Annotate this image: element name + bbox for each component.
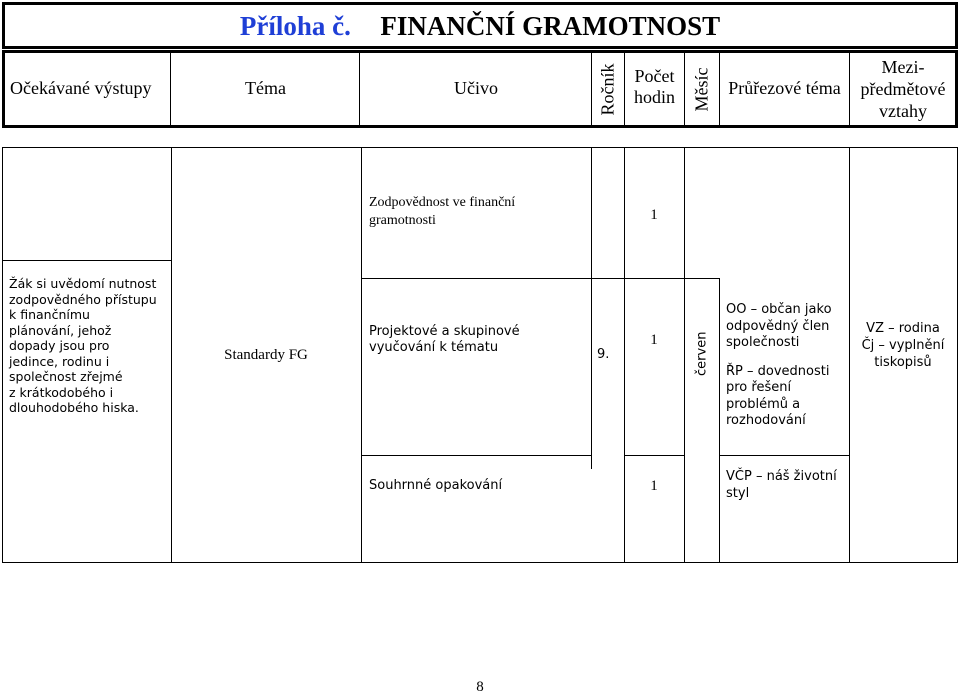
header-inter-line1: Mezi- — [881, 57, 925, 77]
inter-subject-line2: Čj – vyplnění — [861, 338, 945, 353]
row-divider — [719, 455, 849, 456]
curriculum-2: Souhrnné opakování — [369, 478, 503, 493]
outputs-line: dopady jsou pro — [9, 338, 110, 353]
row-divider — [624, 455, 684, 456]
inter-subject-line3: tiskopisů — [874, 355, 932, 370]
col-divider — [719, 278, 720, 563]
cross-topic-line: rozhodování — [726, 413, 806, 428]
page-number: 8 — [476, 679, 484, 695]
cross-topic-spacer — [726, 352, 848, 364]
header-inter-subject — [850, 56, 956, 122]
cross-topic-line: odpovědný člen — [726, 318, 830, 334]
curriculum-1-line1: Projektové a skupinové — [369, 324, 520, 339]
header-inter-line3: vztahy — [879, 101, 927, 121]
row-divider — [361, 455, 592, 456]
inter-subject-line1: VZ – rodina — [866, 321, 940, 336]
section-heading-line2: gramotnosti — [369, 213, 436, 228]
expected-outputs — [9, 276, 169, 416]
header-curriculum: Učivo — [454, 78, 498, 98]
cross-topic-2 — [726, 468, 848, 502]
topic: Standardy FG — [224, 347, 308, 363]
header-cross-topic: Průřezové téma — [728, 78, 841, 98]
header-year: Ročník — [597, 63, 618, 116]
header-divider — [591, 50, 592, 128]
header-topic: Téma — [245, 78, 286, 98]
title-prefix: Příloha č. — [239, 11, 351, 41]
cross-topic-line: ŘP – dovednosti — [726, 363, 830, 379]
outputs-line: k finančnímu — [9, 307, 90, 322]
col-divider — [591, 147, 592, 469]
page-title — [5, 11, 955, 42]
outputs-line: z krátkodobého i — [9, 384, 114, 400]
header-month: Měsíc — [691, 67, 712, 112]
title-main: FINANČNÍ GRAMOTNOST — [380, 11, 721, 41]
cross-topic-line: pro řešení — [726, 380, 792, 395]
cross-topic-1 — [726, 302, 848, 430]
title-box — [2, 2, 958, 49]
row-divider — [361, 278, 719, 279]
header-hours — [625, 66, 684, 108]
cross-topic-2-line2: styl — [726, 486, 750, 501]
section-heading — [369, 194, 589, 230]
cross-topic-line: problémů a — [726, 396, 801, 412]
header-divider — [359, 50, 360, 128]
header-divider — [684, 50, 685, 128]
row-divider — [2, 260, 171, 261]
outputs-line: zodpovědného přístupu — [9, 291, 157, 307]
header-divider — [170, 50, 171, 128]
outputs-line: jedince, rodinu i — [9, 353, 110, 369]
month: červen — [694, 331, 710, 376]
inter-subject — [850, 320, 956, 371]
col-divider — [684, 147, 685, 563]
header-hours-line1: Počet — [634, 66, 675, 86]
hours-1: 1 — [650, 332, 658, 348]
curriculum-1 — [369, 324, 589, 355]
section-hours: 1 — [650, 207, 658, 223]
cross-topic-line: OO – občan jako — [726, 302, 832, 317]
header-inter-line2: předmětové — [860, 79, 946, 99]
outputs-line: dlouhodobého hiska. — [9, 400, 139, 415]
curriculum-1-line2: vyučování k tématu — [369, 339, 499, 355]
header-hours-line2: hodin — [633, 87, 675, 107]
outputs-line: Žák si uvědomí nutnost — [9, 276, 157, 291]
cross-topic-line: společnosti — [726, 335, 800, 350]
cross-topic-2-line1: VČP – náš životní — [726, 469, 837, 484]
outputs-line: plánování, jehož — [9, 322, 112, 338]
hours-2: 1 — [650, 478, 658, 494]
header-expected-outputs: Očekávané výstupy — [10, 78, 152, 98]
col-divider — [361, 147, 362, 563]
outputs-line: společnost zřejmé — [9, 369, 123, 384]
section-heading-line1: Zodpovědnost ve finanční — [369, 195, 516, 210]
year: 9. — [597, 347, 610, 362]
